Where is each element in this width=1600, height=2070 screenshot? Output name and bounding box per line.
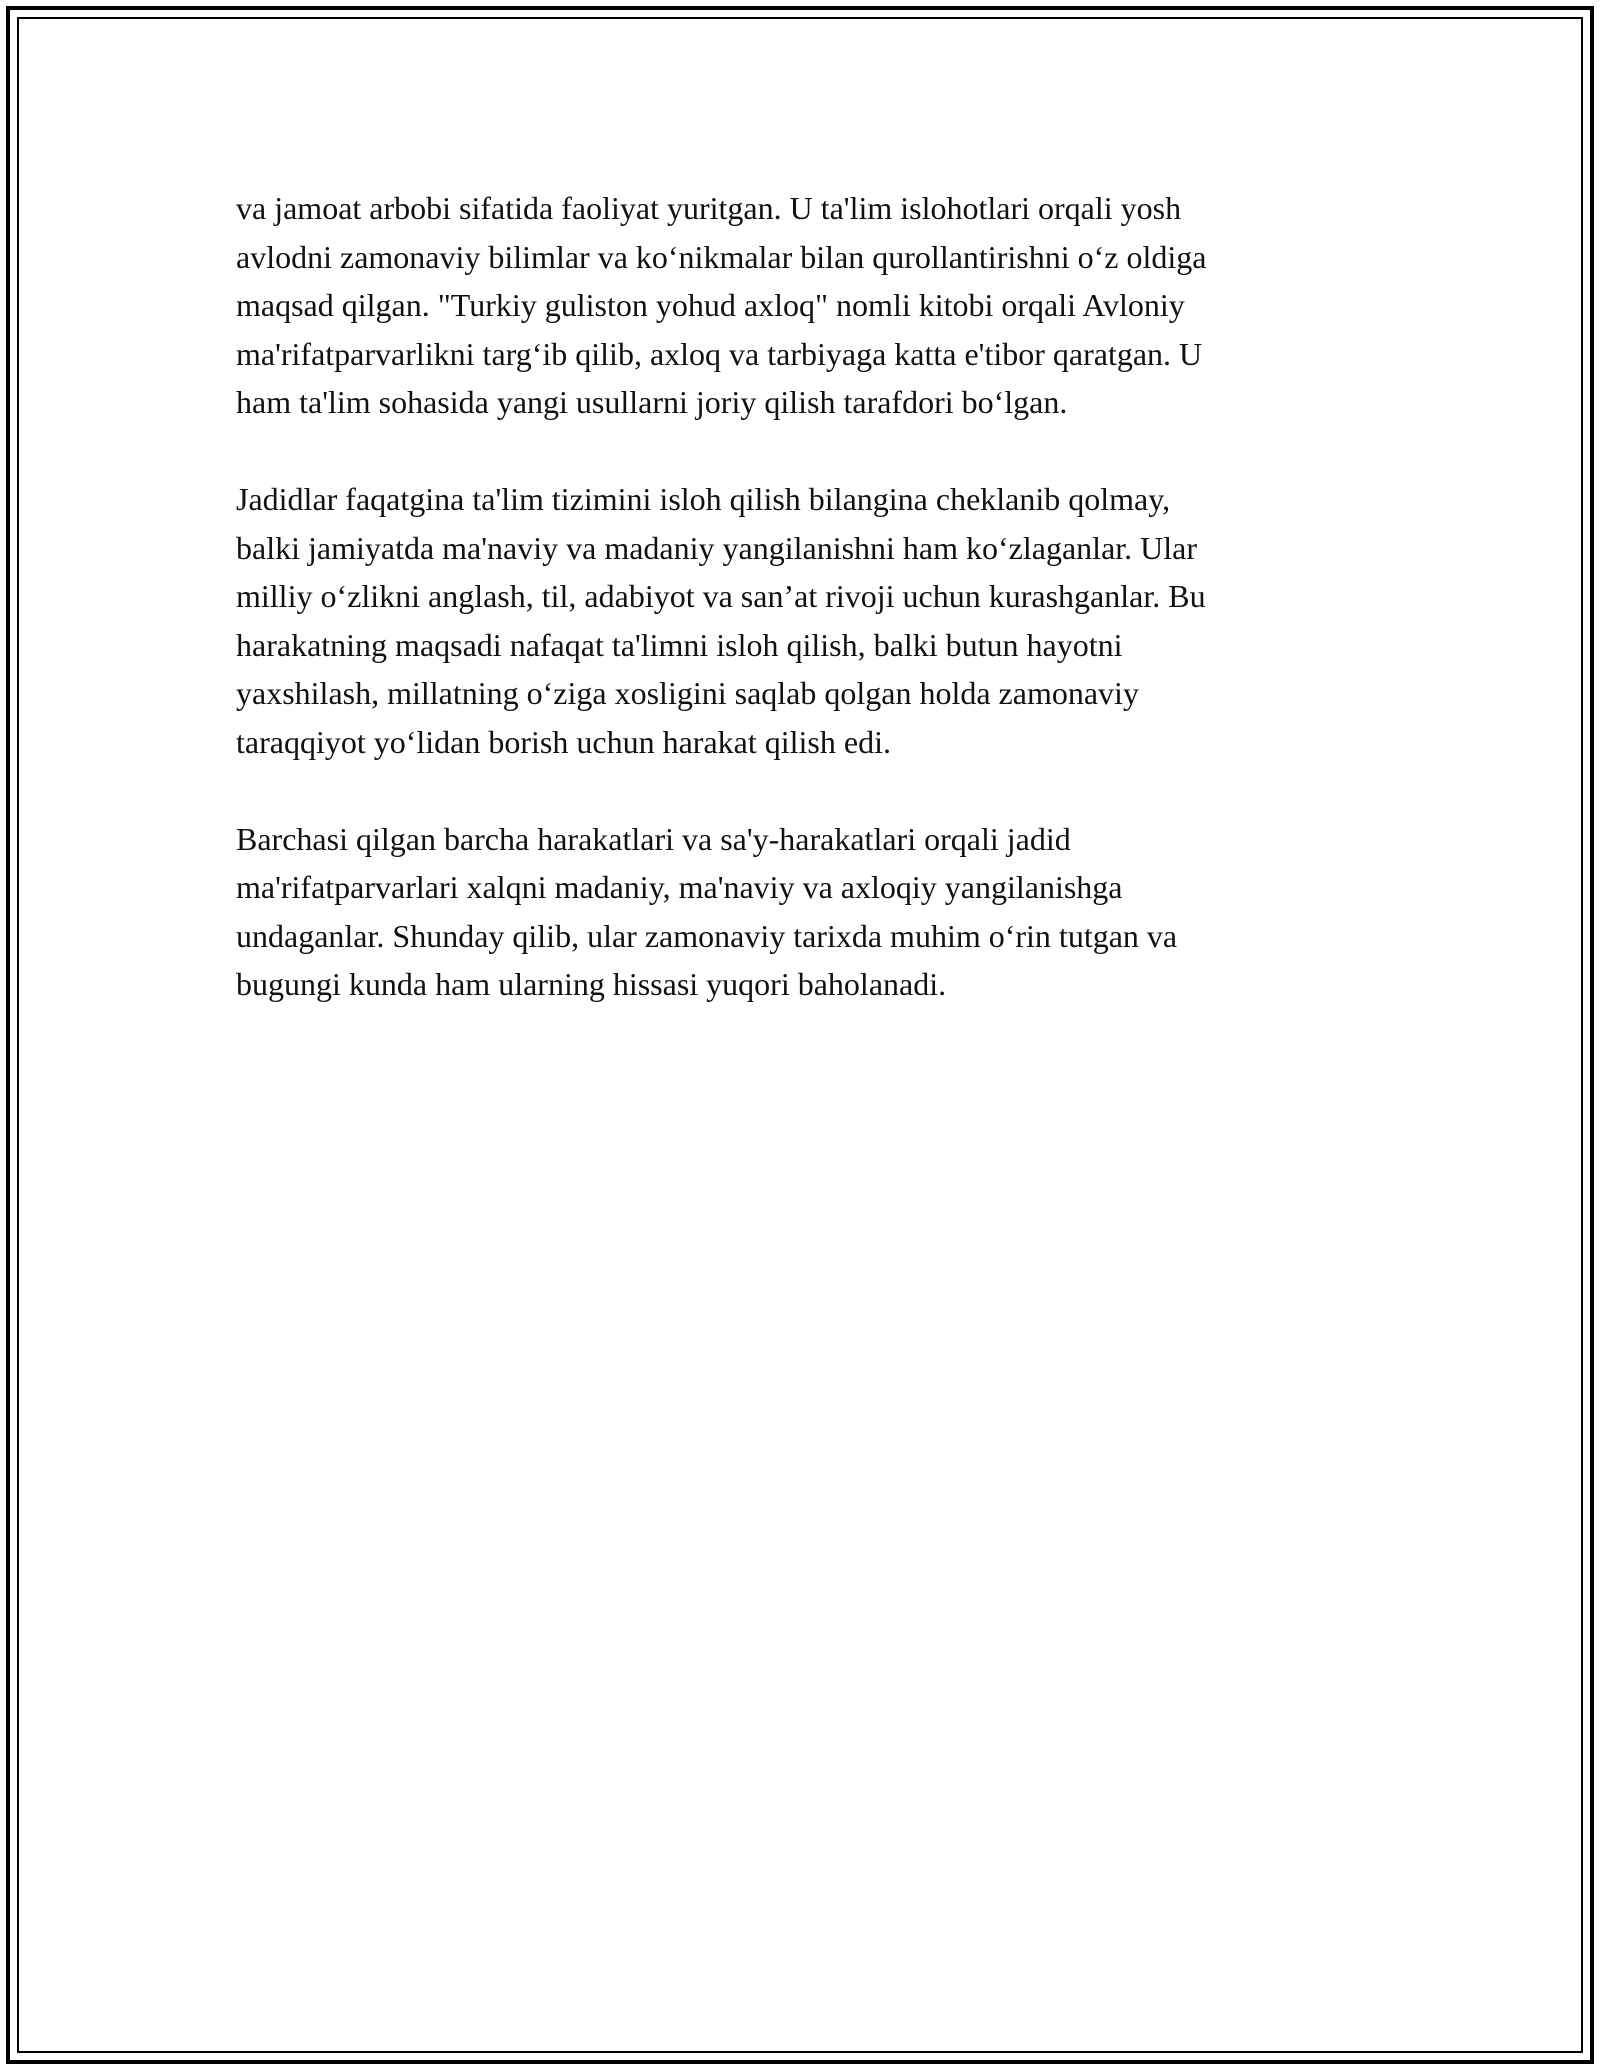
text-line: harakatning maqsadi nafaqat ta'limni isloh qilish, balki butun hayotni (236, 626, 1123, 663)
paragraph-barchasi (236, 815, 1368, 1009)
text-line: balki jamiyatda ma'naviy va madaniy yangilanishni ham ko‘zlaganlar. Ular (236, 529, 1198, 566)
text-line: milliy o‘zlikni anglash, til, adabiyot va san’at rivoji uchun kurashganlar. Bu (236, 578, 1206, 614)
text-line: maqsad qilgan. "Turkiy guliston yohud axloq" nomli kitobi orqali Avloniy (236, 287, 1185, 323)
text-line: ma'rifatparvarlari xalqni madaniy, ma'naviy va axloqiy yangilanishga (236, 869, 1123, 905)
text-line: yaxshilash, millatning o‘ziga xosligini saqlab qolgan holda zamonaviy (236, 675, 1139, 711)
text-line: undaganlar. Shunday qilib, ular zamonaviy tarixda muhim o‘rin tutgan va (236, 917, 1178, 954)
text-line: ma'rifatparvarlikni targ‘ib qilib, axloq va tarbiyaga katta e'tibor qaratgan. U (236, 335, 1203, 372)
paragraph-jadidlar (236, 475, 1368, 766)
text-line: avlodni zamonaviy bilimlar va ko‘nikmalar bilan qurollantirishni o‘z oldiga (236, 238, 1207, 275)
text-line: taraqqiyot yo‘lidan borish uchun harakat qilish edi. (236, 723, 891, 760)
text-line: ham ta'lim sohasida yangi usullarni joriy qilish tarafdori bo‘lgan. (236, 384, 1068, 420)
text-line: bugungi kunda ham ularning hissasi yuqori baholanadi. (236, 966, 947, 1002)
document-body (236, 184, 1368, 1057)
paragraph-avloniy (236, 184, 1368, 427)
text-line: Barchasi qilgan barcha harakatlari va sa'y-harakatlari orqali jadid (236, 820, 1071, 857)
text-line: Jadidlar faqatgina ta'lim tizimini isloh qilish bilangina cheklanib qolmay, (236, 481, 1171, 517)
text-line: va jamoat arbobi sifatida faoliyat yuritgan. U ta'lim islohotlari orqali yosh (236, 190, 1182, 226)
